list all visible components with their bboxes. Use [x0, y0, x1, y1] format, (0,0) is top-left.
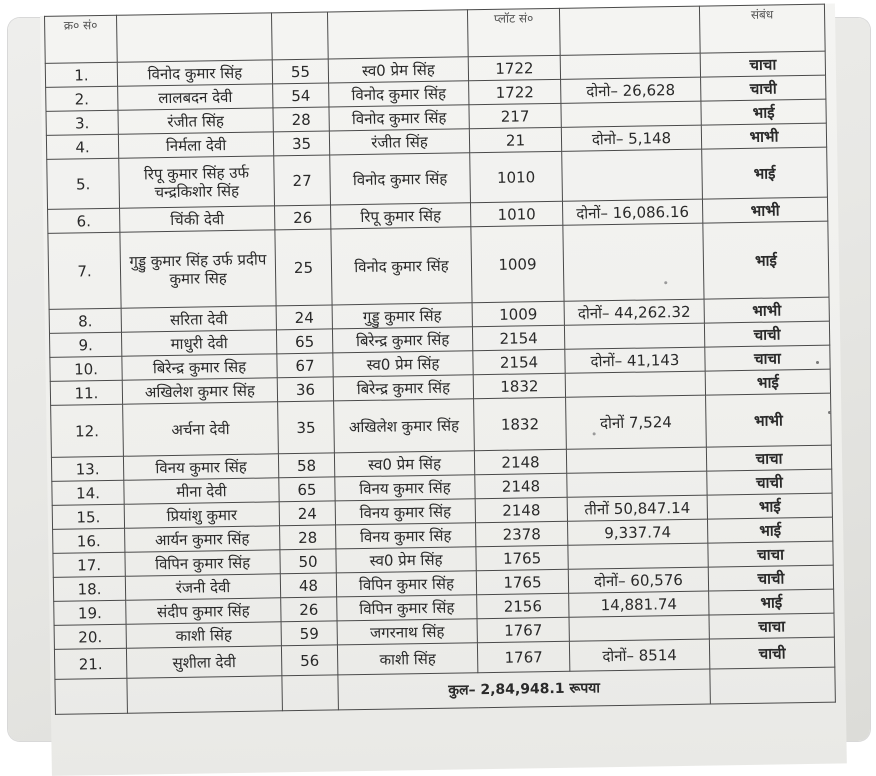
cell-sn: 15.	[52, 504, 124, 529]
cell-area	[565, 371, 705, 397]
cell-father: विपिन कुमार सिंह	[337, 595, 477, 621]
cell-age: 28	[280, 525, 336, 550]
cell-father: स्व0 प्रेम सिंह	[334, 451, 474, 477]
cell-house: 1765	[476, 569, 568, 594]
cell-name: अर्चना देवी	[123, 402, 279, 456]
cell-rel: चाची	[709, 637, 834, 669]
cell-name: निर्मला देवी	[118, 132, 273, 158]
cell-house: 1832	[474, 397, 567, 450]
cell-sn: 8.	[49, 308, 121, 333]
cell-house: 2148	[474, 449, 566, 474]
cell-area: दोनों– 44,262.32	[564, 299, 704, 325]
cell-sn: 18.	[53, 576, 125, 601]
cell-rel: भाई	[705, 369, 830, 395]
cell-rel: चाचा	[706, 445, 831, 471]
cell-name: माधुरी देवी	[121, 330, 276, 356]
cell-house: 1722	[468, 55, 560, 80]
cell-father: अखिलेश कुमार सिंह	[334, 399, 475, 453]
cell-age: 24	[279, 501, 335, 526]
cell-area: दोनों 7,524	[566, 395, 707, 449]
cell-house: 1722	[469, 79, 561, 104]
cell-age: 65	[279, 477, 335, 502]
cell-area	[561, 101, 701, 127]
cell-age: 25	[275, 229, 332, 306]
ink-speck	[593, 432, 596, 435]
cell-rel: भाई	[702, 147, 828, 199]
cell-rel: भाई	[701, 99, 826, 125]
cell-father: विनोद कुमार सिंह	[331, 227, 472, 305]
header-relation: संबंध	[699, 4, 825, 53]
cell-area: दोनों– 41,143	[565, 347, 705, 373]
cell-father: विपिन कुमार सिंह	[336, 571, 476, 597]
table-row	[48, 221, 829, 309]
cell-name: रंजीत सिंह	[118, 108, 273, 134]
cell-area	[568, 543, 708, 569]
cell-house: 217	[469, 103, 561, 128]
total-row-cell	[55, 678, 128, 714]
cell-father: जगरनाथ सिंह	[337, 619, 477, 645]
cell-house: 2154	[473, 349, 565, 374]
cell-sn: 21.	[54, 648, 126, 679]
header-serial: क्र० सं०	[45, 15, 118, 63]
cell-house: 1009	[471, 225, 564, 302]
cell-father: स्व0 प्रेम सिंह	[336, 547, 476, 573]
cell-house: 1009	[472, 301, 564, 326]
total-row-cell	[127, 676, 283, 713]
paper-speck	[816, 361, 819, 364]
cell-house: 2154	[472, 325, 564, 350]
cell-father: विनय कुमार सिंह	[336, 523, 476, 549]
cell-age: 54	[273, 83, 329, 108]
cell-name: रंजनी देवी	[125, 574, 280, 600]
cell-area	[560, 53, 700, 79]
cell-sn: 20.	[54, 624, 126, 649]
cell-father: स्व0 प्रेम सिंह	[333, 351, 473, 377]
cell-rel: भाई	[707, 493, 832, 519]
cell-area: दोनों– 16,086.16	[562, 199, 702, 225]
cell-age: 55	[272, 59, 328, 84]
cell-house: 2378	[476, 521, 568, 546]
cell-sn: 3.	[46, 110, 118, 135]
header-father	[327, 10, 468, 59]
cell-area: दोनो– 5,148	[561, 125, 701, 151]
cell-sn: 17.	[53, 552, 125, 577]
cell-area: दोनों– 8514	[569, 639, 709, 671]
total-row-cell	[282, 675, 339, 711]
cell-house: 2156	[477, 593, 569, 618]
cell-sn: 9.	[49, 332, 121, 357]
cell-age: 36	[277, 377, 333, 402]
cell-house: 2148	[475, 473, 567, 498]
cell-age: 56	[281, 645, 337, 676]
cell-sn: 4.	[46, 134, 118, 159]
cell-name: विपिन कुमार सिंह	[125, 550, 280, 576]
cell-rel: भाभी	[701, 123, 826, 149]
cell-rel: चाची	[708, 565, 833, 591]
cell-age: 27	[274, 155, 331, 206]
cell-name: काशी सिंह	[126, 622, 281, 648]
cell-name: सुशीला देवी	[126, 646, 281, 678]
cell-father: रिपू कुमार सिंह	[331, 203, 471, 229]
cell-area: 14,881.74	[569, 591, 709, 617]
document-sheet	[40, 4, 847, 776]
cell-rel: भाभी	[704, 297, 829, 323]
cell-house: 1010	[470, 201, 562, 226]
cell-area: 9,337.74	[568, 519, 708, 545]
cell-name: लालबदन देवी	[118, 84, 273, 110]
cell-sn: 6.	[48, 208, 120, 233]
cell-age: 24	[276, 305, 332, 330]
cell-sn: 12.	[51, 404, 124, 457]
cell-father: विनोद कुमार सिंह	[330, 153, 471, 205]
cell-rel: चाची	[704, 321, 829, 347]
paper-speck	[828, 411, 831, 414]
cell-father: बिरेन्द्र कुमार सिंह	[332, 327, 472, 353]
cell-house: 1767	[477, 641, 569, 672]
cell-father: विनोद कुमार सिंह	[329, 105, 469, 131]
cell-name: बिरेन्द्र कुमार सिह	[122, 354, 277, 380]
cell-rel: चाचा	[708, 541, 833, 567]
cell-rel: भाभी	[706, 393, 832, 447]
cell-name: सरिता देवी	[121, 306, 276, 332]
cell-area	[567, 471, 707, 497]
family-land-table	[44, 4, 836, 715]
cell-house: 1767	[477, 617, 569, 642]
cell-area: तीनों 50,847.14	[567, 495, 707, 521]
cell-father: काशी सिंह	[337, 643, 477, 675]
cell-rel: चाची	[701, 75, 826, 101]
cell-rel: चाची	[707, 469, 832, 495]
cell-sn: 11.	[50, 380, 122, 405]
cell-father: विनय कुमार सिंह	[335, 499, 475, 525]
header-house: प्लॉट सं०	[467, 8, 560, 56]
cell-age: 58	[278, 453, 334, 478]
cell-age: 28	[273, 107, 329, 132]
cell-area: दोनों– 60,576	[568, 567, 708, 593]
cell-rel: भाई	[707, 517, 832, 543]
cell-sn: 19.	[54, 600, 126, 625]
ink-speck	[664, 281, 667, 284]
cell-rel: भाई	[709, 589, 834, 615]
cell-father: विनय कुमार सिंह	[335, 475, 475, 501]
cell-father: स्व0 प्रेम सिंह	[328, 57, 468, 83]
cell-father: बिरेन्द्र कुमार सिंह	[333, 375, 473, 401]
cell-house: 1832	[473, 373, 565, 398]
cell-age: 67	[277, 353, 333, 378]
cell-rel: भाई	[703, 221, 829, 299]
cell-age: 26	[275, 205, 331, 230]
cell-age: 35	[273, 131, 329, 156]
cell-age: 35	[278, 401, 335, 454]
cell-area	[563, 223, 704, 301]
cell-name: अखिलेश कुमार सिंह	[122, 378, 277, 404]
cell-house: 2148	[475, 497, 567, 522]
cell-rel: चाचा	[700, 51, 825, 77]
cell-house: 1010	[470, 151, 563, 202]
cell-name: विनोद कुमार सिंह	[117, 60, 272, 86]
cell-sn: 5.	[47, 158, 120, 209]
total-row-cell	[710, 667, 836, 704]
cell-father: गुड्डु कुमार सिंह	[332, 303, 472, 329]
total-amount: कुल– 2,84,948.1 रूपया	[338, 669, 711, 710]
cell-sn: 2.	[46, 86, 118, 111]
document-photo	[8, 7, 870, 741]
cell-father: विनोद कुमार सिंह	[329, 81, 469, 107]
cell-area: दोनो– 26,628	[561, 77, 701, 103]
cell-sn: 13.	[51, 456, 123, 481]
cell-father: रंजीत सिंह	[329, 129, 469, 155]
cell-rel: चाचा	[709, 613, 834, 639]
cell-age: 26	[281, 597, 337, 622]
cell-name: रिपू कुमार सिंह उर्फ चन्द्रकिशोर सिंह	[119, 156, 275, 208]
cell-area	[562, 149, 703, 201]
cell-sn: 16.	[53, 528, 125, 553]
cell-area	[564, 323, 704, 349]
header-name	[116, 13, 272, 62]
cell-sn: 7.	[48, 232, 121, 309]
cell-sn: 10.	[50, 356, 122, 381]
cell-name: चिंकी देवी	[120, 206, 275, 232]
header-age	[271, 12, 328, 60]
cell-age: 59	[281, 621, 337, 646]
cell-age: 48	[280, 573, 336, 598]
cell-house: 21	[469, 127, 561, 152]
cell-sn: 14.	[52, 480, 124, 505]
cell-rel: भाभी	[702, 197, 827, 223]
cell-name: विनय कुमार सिंह	[123, 454, 278, 480]
cell-sn: 1.	[45, 62, 117, 87]
header-area	[559, 6, 700, 55]
cell-area	[566, 447, 706, 473]
cell-age: 65	[276, 329, 332, 354]
cell-name: गुड्डु कुमार सिंह उर्फ प्रदीप कुमार सिह	[120, 230, 276, 308]
cell-age: 50	[280, 549, 336, 574]
cell-house: 1765	[476, 545, 568, 570]
cell-name: संदीप कुमार सिंह	[126, 598, 281, 624]
cell-name: प्रियांशु कुमार	[124, 502, 279, 528]
cell-rel: चाचा	[705, 345, 830, 371]
cell-name: मीना देवी	[124, 478, 279, 504]
cell-area	[569, 615, 709, 641]
cell-name: आर्यन कुमार सिंह	[125, 526, 280, 552]
